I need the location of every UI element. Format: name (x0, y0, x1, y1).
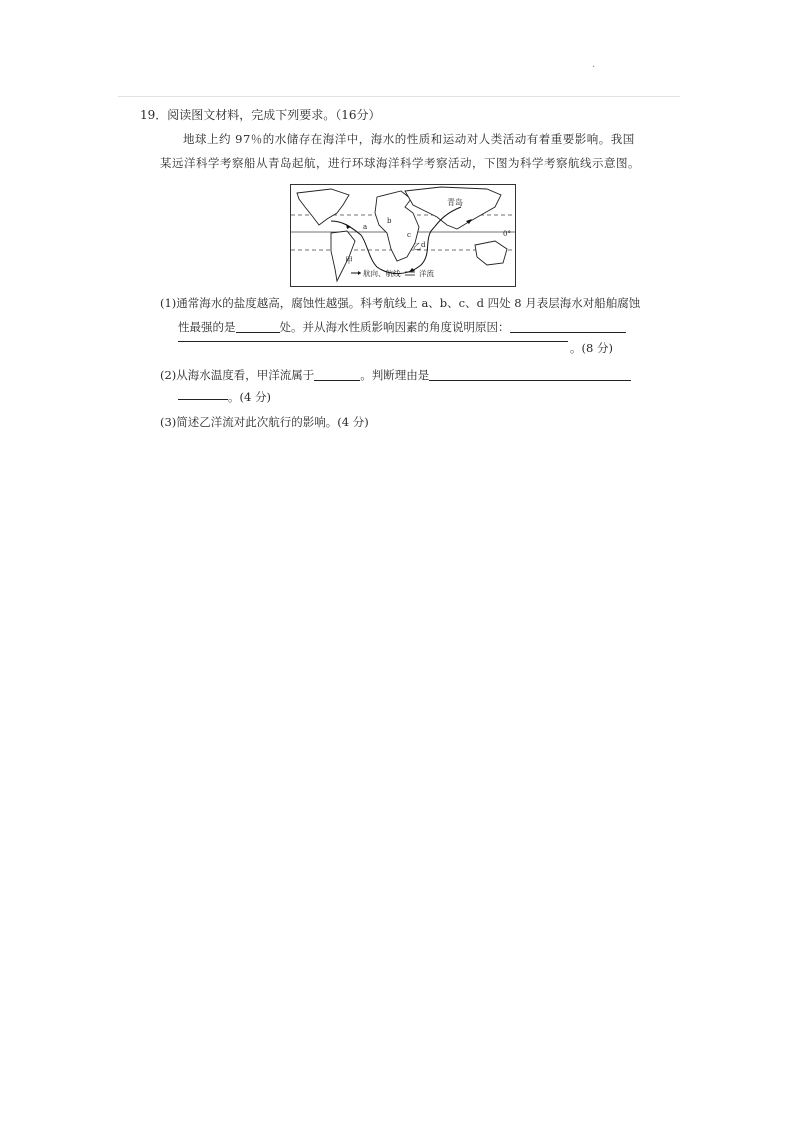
asia-shape (405, 187, 501, 229)
intro-line-2: 某远洋科学考察船从青岛起航，进行环球海洋科学考察活动，下图为科学考察航线示意图。 (160, 156, 640, 170)
label-d: d (421, 241, 426, 249)
legend-route-arrow (358, 271, 361, 275)
q2-blank[interactable] (314, 368, 360, 381)
q1-answer-line[interactable] (178, 341, 568, 342)
q1-points: 。(8 分) (570, 341, 613, 355)
q1-blank[interactable] (236, 320, 280, 333)
legend-current-label: 洋流 (419, 269, 434, 278)
north-america-shape (297, 189, 349, 225)
label-a: a (363, 223, 368, 231)
label-b: b (387, 217, 392, 225)
q2-prefix: (2)从海水温度看，甲洋流属于 (160, 368, 315, 382)
route-map (290, 184, 516, 287)
header-rule (118, 96, 680, 97)
intro-line-1: 地球上约 97％的水储存在海洋中，海水的性质和运动对人类活动有着重要影响。我国 (183, 132, 635, 146)
label-c: c (407, 231, 411, 239)
australia-shape (475, 241, 507, 265)
q1-suffix: 处。并从海水性质影响因素的角度说明原因： (279, 320, 510, 334)
label-equator: 0° (503, 230, 511, 238)
q1-reason-blank[interactable] (510, 320, 626, 333)
q2-reason-label: 。判断理由是 (360, 368, 430, 382)
legend-route-label: 航向、航线 (363, 269, 401, 278)
q2-answer-line[interactable] (178, 399, 228, 400)
q1-prefix: 性最强的是 (178, 320, 236, 334)
scan-mark: · (592, 62, 596, 73)
label-jia: 甲 (345, 256, 353, 265)
question-title: 19．阅读图文材料，完成下列要求。（16分） (140, 108, 381, 122)
label-qingdao: 青岛 (447, 198, 463, 207)
q3-line-1: (3)简述乙洋流对此次航行的影响。(4 分) (160, 415, 369, 429)
q2-points: 。(4 分) (228, 390, 271, 404)
q1-line-2 (178, 319, 626, 335)
q1-line-1: (1)通常海水的盐度越高，腐蚀性越强。科考航线上 a、b、c、d 四处 8 月表层海水对船舶腐蚀 (160, 296, 641, 310)
route-map-svg (291, 185, 515, 286)
q2-line-1 (160, 367, 631, 383)
q2-reason-blank[interactable] (429, 368, 631, 381)
label-yi: 乙 (413, 242, 421, 251)
